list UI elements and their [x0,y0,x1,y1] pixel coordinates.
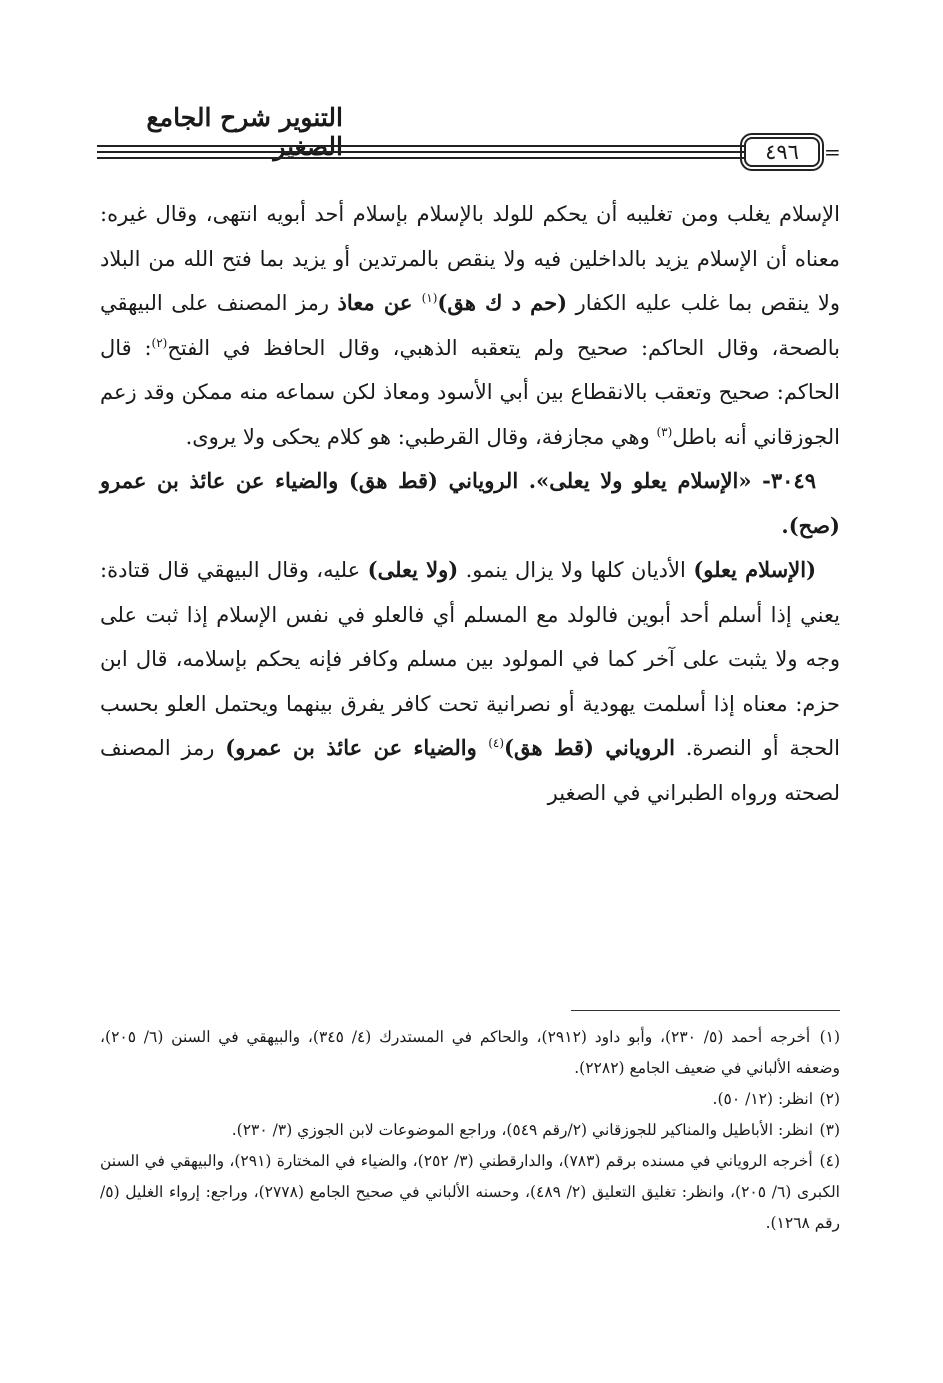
footnote-ref-1: (١) [421,291,438,305]
footnote-label: (٣) [819,1121,840,1139]
footnote-ref-2: (٢) [151,335,168,350]
footnote-1 [100,1022,840,1084]
footnote-text: أخرجه الروياني في مسنده برقم (٧٨٣)، والدارقطني (٣/ ٢٥٢)، والضياء في المختارة (٢٩١)، والبيهقي في السنن الكبرى (٦/ ٢٠٥)، وانظر: تغليق التعليق (٢/ ٤٨٩)، وحسنه الألباني في صحيح الجامع (٢٧٧٨)، وراجع: إرواء الغليل (٥/ رقم ١٢٦٨). [100,1152,840,1232]
footnote-label: (٢) [819,1090,840,1108]
keyword-bold: (ولا يعلى) [367,557,459,582]
footnotes [100,1022,840,1239]
main-text [100,192,840,815]
footnote-separator [571,1010,840,1011]
header-rule-middle [97,151,744,153]
keyword-bold: (الإسلام يعلو) [693,557,817,582]
paragraph-commentary-2 [100,548,840,815]
narrator-bold: والضياء عن عائذ بن عمرو) [225,735,489,760]
header-rule-bottom [97,157,744,159]
footnote-label: (٤) [819,1152,840,1170]
footnote-2 [100,1084,840,1115]
text-run: الأديان كلها ولا يزال ينمو. [458,558,694,582]
footnote-ref-3: (٣) [656,424,673,439]
footnote-text: انظر: (١٢/ ٥٠). [712,1090,814,1108]
source-code-bold: (حم د ك هق) [437,290,568,315]
hadith-entry-heading [100,459,840,548]
text-run: عليه، وقال البيهقي قال قتادة: يعني إذا أسلم أحد أبوين فالولد مع المسلم أي فالعلو في نفس الإسلام إذا ثبت على وجه ولا يثبت على آخر كما في المولود بين مسلم وكافر فإنه يحكم بإسلامه، قال ابن حزم: معناه إذا أسلمت يهودية أو نصرانية تحت كافر يفرق بينهما ويحتمل العلو بحسب الحجة أو النصرة. [100,558,840,760]
page-number-box: ٤٩٦ [744,137,820,167]
running-header-title: التنوير شرح الجامع [146,103,343,132]
source-code-bold: الروياني (قط هق) [504,735,675,760]
header-rule-end-mark: = [824,140,841,164]
footnote-text: انظر: الأباطيل والمناكير للجوزقاني (٢/رقم ٥٤٩)، وراجع الموضوعات لابن الجوزي (٣/ ٢٣٠). [231,1121,814,1139]
text-run: : قال الحاكم: صحيح وتعقب بالانقطاع بين أبي الأسود ومعاذ لكن سماعه منه ممكن وقد زعم الجوزقاني أنه باطل [100,335,841,449]
text-run: الإسلام يغلب ومن تغليبه أن يحكم للولد بالإسلام بإسلام أحد أبويه انتهى، وقال غيره: معناه أن الإسلام يزيد بالداخلين فيه ولا ينقص بالمرتدين أو يزيد بما فتح الله من البلاد ولا ينقص بما غلب عليه الكفار [100,202,840,315]
header-rule-top [97,145,744,147]
text-run: رمز المصنف على البيهقي بالصحة، وقال الحاكم: صحيح ولم يتعقبه الذهبي، وقال الحافظ في الفتح [100,291,840,360]
footnote-label: (١) [819,1028,841,1046]
text-run: رمز المصنف لصحته ورواه الطبراني في الصغير [100,736,840,805]
paragraph-commentary-1 [100,192,840,459]
hadith-entry-text: ٣٠٤٩- «الإسلام يعلو ولا يعلى». الروياني (قط هق) والضياء عن عائذ بن عمرو (صح). [100,468,840,538]
narrator-bold: عن معاذ [337,290,422,315]
footnote-ref-4: (٤) [488,736,505,750]
text-run: وهي مجازفة، وقال القرطبي: هو كلام يحكى ولا يروى. [185,424,657,449]
footnote-3 [100,1115,840,1146]
footnote-text: أخرجه أحمد (٥/ ٢٣٠)، وأبو داود (٢٩١٢)، والحاكم في المستدرك (٤/ ٣٤٥)، والبيهقي في السنن (٦/ ٢٠٥)، وضعفه الألباني في ضعيف الجامع (٢٢٨٢). [100,1028,840,1077]
footnote-4 [100,1146,840,1239]
